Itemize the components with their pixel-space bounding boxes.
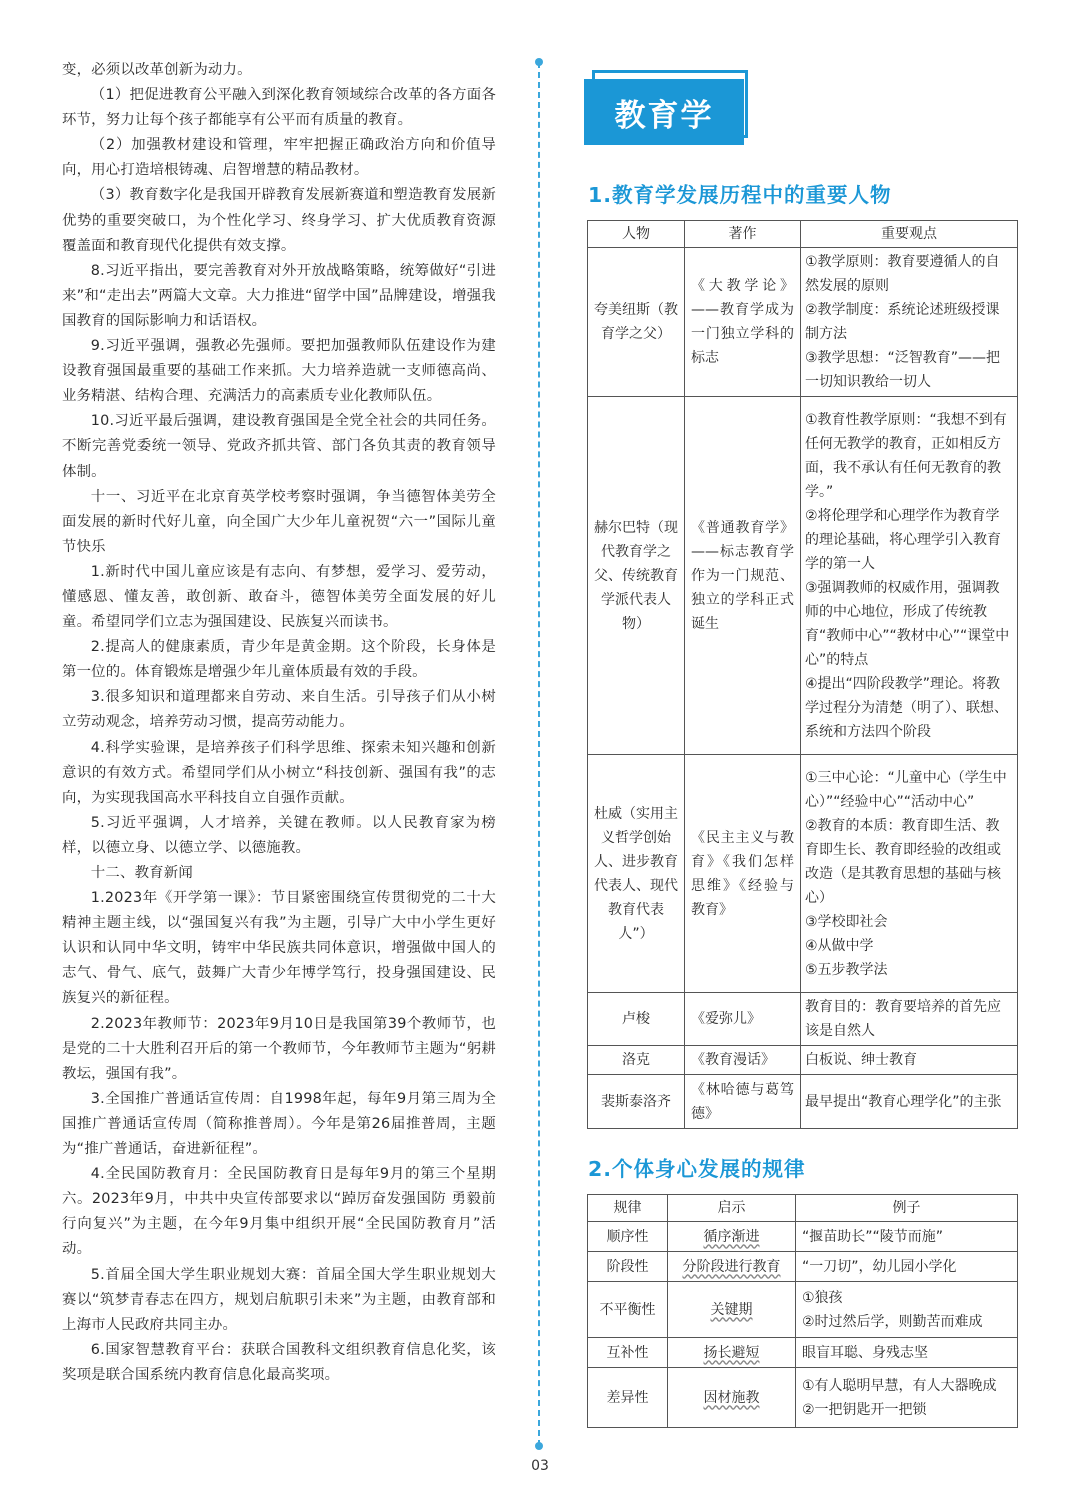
body-paragraph: 5.首届全国大学生职业规划大赛：首届全国大学生职业规划大赛以“筑梦青春志在四方，规划启航职引未来”为主题，由教育部和上海市人民政府共同主办。 [62, 1266, 496, 1333]
example-line: ②一把钥匙开一把锁 [802, 1401, 927, 1418]
views-cell [801, 1046, 1018, 1075]
view-line: 最早提出“教育心理学化”的主张 [805, 1093, 1002, 1110]
views-cell [801, 397, 1018, 755]
header-person: 人物 [588, 221, 685, 248]
table-row [588, 248, 1018, 397]
section1-heading: 1.教育学发展历程中的重要人物 [588, 183, 892, 207]
table-row [588, 1222, 1018, 1252]
table-row [588, 1338, 1018, 1368]
example-line: “一刀切”，幼儿园小学化 [802, 1258, 957, 1275]
law-cell: 差异性 [588, 1368, 668, 1428]
body-paragraph: 3.全国推广普通话宣传周：自1998年起，每年9月第三周为全国推广普通话宣传周（简称推普周）。今年是第26届推普周，主题为“推广普通话，奋进新征程”。 [62, 1090, 496, 1158]
table-row [588, 1252, 1018, 1282]
law-cell: 不平衡性 [588, 1282, 668, 1338]
view-line: ②教学制度：系统论述班级授课制方法 [805, 302, 1000, 342]
person-cell: 夸美纽斯（教育学之父） [588, 248, 685, 397]
development-table [587, 1194, 1018, 1428]
views-cell [801, 993, 1018, 1046]
section-title: 教育学 [584, 79, 744, 145]
body-paragraph: 2.2023年教师节：2023年9月10日是我国第39个教师节，也是党的二十大胜利召开后的第一个教师节，今年教师节主题为“躬耕教坛，强国有我”。 [62, 1015, 496, 1082]
body-paragraph: 2.提高人的健康素质，青少年是黄金期。这个阶段，长身体是第一位的。体育锻炼是增强少年儿童体质最有效的手段。 [62, 639, 496, 681]
works-cell: 《爱弥儿》 [685, 993, 801, 1046]
people-table-header [588, 221, 1018, 248]
header-example: 例子 [796, 1195, 1018, 1222]
body-paragraph: （1）把促进教育公平融入到深化教育领域综合改革的各方面各环节，努力让每个孩子都能享有公平而有质量的教育。 [62, 87, 496, 129]
left-text-column [62, 58, 496, 1388]
views-cell [801, 248, 1018, 397]
view-line: 白板说、绅士教育 [805, 1052, 917, 1068]
view-line: ③学校即社会 [805, 913, 888, 930]
body-paragraph: 十二、教育新闻 [90, 865, 193, 881]
body-paragraph: 变，必须以改革创新为动力。 [62, 62, 252, 78]
works-cell: 《民主主义与教育》《我们怎样思维》《经验与教育》 [685, 755, 801, 993]
hint-cell: 关键期 [668, 1282, 796, 1338]
table-row [588, 755, 1018, 993]
views-cell [801, 755, 1018, 993]
person-cell: 裴斯泰洛齐 [588, 1075, 685, 1129]
example-cell [796, 1368, 1018, 1428]
works-cell: 《普通教育学》——标志教育学作为一门规范、独立的学科正式诞生 [685, 397, 801, 755]
hint-cell: 循序渐进 [668, 1222, 796, 1252]
works-cell: 《大教学论》——教育学成为一门独立学科的标志 [685, 248, 801, 397]
view-line: ①教育性教学原则：“我想不到有任何无教学的教育，正如相反方面，我不承认有任何无教育的教学。” [805, 411, 1007, 500]
page-number: 03 [531, 1458, 549, 1474]
view-line: ③教学思想：“泛智教育”——把一切知识教给一切人 [805, 350, 1001, 390]
body-paragraph: 5.习近平强调，人才培养，关键在教师。以人民教育家为榜样，以德立身、以德立学、以德施教。 [62, 814, 496, 856]
example-line: 眼盲耳聪、身残志坚 [802, 1344, 928, 1361]
views-cell [801, 1075, 1018, 1129]
works-cell: 《林哈德与葛笃德》 [685, 1075, 801, 1129]
header-law: 规律 [588, 1195, 668, 1222]
header-views: 重要观点 [801, 221, 1018, 248]
view-line: ①三中心论：“儿童中心（学生中心）”“经验中心”“活动中心” [805, 769, 1007, 810]
body-paragraph: 3.很多知识和道理都来自劳动、来自生活。引导孩子们从小树立劳动观念，培养劳动习惯，提高劳动能力。 [62, 689, 496, 731]
body-paragraph: 9.习近平强调，强教必先强师。要把加强教师队伍建设作为建设教育强国最重要的基础工作来抓。大力培养造就一支师德高尚、业务精湛、结构合理、充满活力的高素质专业化教师队伍。 [62, 338, 496, 405]
works-cell: 《教育漫话》 [685, 1046, 801, 1075]
hint-cell: 扬长避短 [668, 1338, 796, 1368]
body-paragraph: 1.2023年《开学第一课》：节目紧密围绕宣传贯彻党的二十大精神主题主线，以“强国复兴有我”为主题，引导广大中小学生更好认识和认同中华文明，铸牢中华民族共同体意识，增强做中国人的志气、骨气、底气，鼓舞广大青少年博学笃行，投身强国建设、民族复兴的新征程。 [62, 890, 496, 1007]
hint-cell: 因材施教 [668, 1368, 796, 1428]
development-table-header [588, 1195, 1018, 1222]
person-cell: 赫尔巴特（现代教育学之父、传统教育学派代表人物） [588, 397, 685, 755]
example-cell [796, 1338, 1018, 1368]
example-line: ①有人聪明早慧，有人大器晚成 [802, 1377, 997, 1394]
body-paragraph: 1.新时代中国儿童应该是有志向、有梦想，爱学习、爱劳动，懂感恩、懂友善，敢创新、敢奋斗，德智体美劳全面发展的好儿童。希望同学们立志为强国建设、民族复兴而读书。 [62, 563, 496, 631]
view-line: ④从做中学 [805, 937, 874, 954]
law-cell: 阶段性 [588, 1252, 668, 1282]
person-cell: 洛克 [588, 1046, 685, 1075]
view-line: ⑤五步教学法 [805, 961, 888, 978]
view-line: ②将伦理学和心理学作为教育学的理论基础，将心理学引入教育学的第一人 [805, 507, 1001, 572]
view-line: ③强调教师的权威作用，强调教师的中心地位，形成了传统教育“教师中心”“教材中心”“课堂中心”的特点 [805, 579, 1010, 668]
table-row [588, 397, 1018, 755]
example-cell [796, 1282, 1018, 1338]
example-cell [796, 1252, 1018, 1282]
law-cell: 顺序性 [588, 1222, 668, 1252]
law-cell: 互补性 [588, 1338, 668, 1368]
view-line: ①教学原则：教育要遵循人的自然发展的原则 [805, 254, 1000, 294]
column-divider [538, 62, 540, 1446]
table-row [588, 993, 1018, 1046]
example-cell [796, 1222, 1018, 1252]
people-table [587, 220, 1018, 1129]
body-paragraph: 8.习近平指出，要完善教育对外开放战略策略，统筹做好“引进来”和“走出去”两篇大文章。大力推进“留学中国”品牌建设，增强我国教育的国际影响力和话语权。 [62, 262, 496, 329]
body-paragraph: 十一、习近平在北京育英学校考察时强调，争当德智体美劳全面发展的新时代好儿童，向全国广大少年儿童祝贺“六一”国际儿童节快乐 [62, 488, 496, 555]
person-cell: 卢梭 [588, 993, 685, 1046]
example-line: ②时过然后学，则勤苦而难成 [802, 1313, 983, 1330]
table-row [588, 1368, 1018, 1428]
section2-heading: 2.个体身心发展的规律 [588, 1157, 806, 1181]
table-row [588, 1046, 1018, 1075]
body-paragraph: 10.习近平最后强调，建设教育强国是全党全社会的共同任务。不断完善党委统一领导、党政齐抓共管、部门各负其责的教育领导体制。 [62, 413, 496, 480]
body-paragraph: 4.科学实验课，是培养孩子们科学思维、探索未知兴趣和创新意识的有效方式。希望同学们从小树立“科技创新、强国有我”的志向，为实现我国高水平科技自立自强作贡献。 [62, 739, 496, 806]
view-line: 教育目的：教育要培养的首先应该是自然人 [805, 999, 1001, 1039]
body-paragraph: 6.国家智慧教育平台：获联合国教科文组织教育信息化奖，该奖项是联合国系统内教育信息化最高奖项。 [62, 1341, 496, 1383]
table-row [588, 1075, 1018, 1129]
header-hint: 启示 [668, 1195, 796, 1222]
body-paragraph: 4.全民国防教育月：全民国防教育日是每年9月的第三个星期六。2023年9月，中共中央宣传部要求以“踔厉奋发强国防 勇毅前行向复兴”为主题，在今年9月集中组织开展“全民国防教育月”活动。 [62, 1166, 496, 1258]
table-row [588, 1282, 1018, 1338]
hint-cell: 分阶段进行教育 [668, 1252, 796, 1282]
body-paragraph: （3）教育数字化是我国开辟教育发展新赛道和塑造教育发展新优势的重要突破口，为个性化学习、终身学习、扩大优质教育资源覆盖面和教育现代化提供有效支撑。 [62, 187, 496, 254]
person-cell: 杜威（实用主义哲学创始人、进步教育代表人、现代教育代表人”） [588, 755, 685, 993]
view-line: ②教育的本质：教育即生活、教育即生长、教育即经验的改组或改造（是其教育思想的基础与核心） [805, 817, 1001, 906]
example-line: ①狼孩 [802, 1289, 843, 1306]
example-line: “揠苗助长”“陵节而施” [802, 1228, 944, 1245]
header-works: 著作 [685, 221, 801, 248]
view-line: ④提出“四阶段教学”理论。将教学过程分为清楚（明了）、联想、系统和方法四个阶段 [805, 675, 1008, 740]
body-paragraph: （2）加强教材建设和管理，牢牢把握正确政治方向和价值导向，用心打造培根铸魂、启智增慧的精品教材。 [62, 137, 496, 179]
